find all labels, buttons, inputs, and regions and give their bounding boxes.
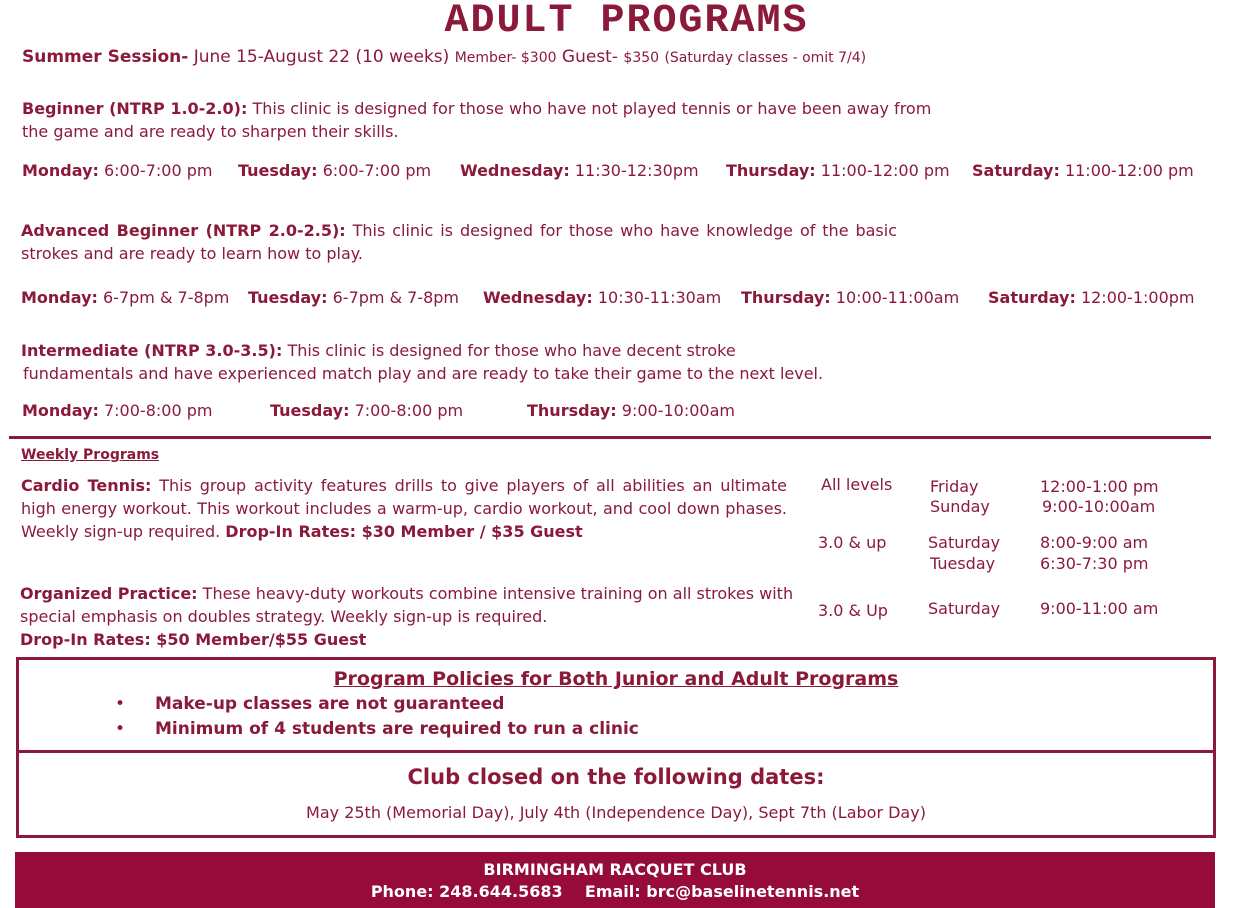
policies-title: Program Policies for Both Junior and Adult Programs <box>333 668 899 690</box>
cardio-rates: Drop-In Rates: $30 Member / $35 Guest <box>225 522 583 541</box>
beginner-day: Thursday: <box>726 161 816 180</box>
weekly-programs-heading: Weekly Programs <box>21 447 160 463</box>
practice-rates: Drop-In Rates: $50 Member/$55 Guest <box>20 630 367 649</box>
advanced-beginner-heading: Advanced Beginner (NTRP 2.0-2.5): <box>21 221 346 240</box>
policy-item: Make-up classes are not guaranteed <box>155 694 505 714</box>
practice-time: 9:00-11:00 am <box>1040 599 1159 618</box>
practice-day: Saturday <box>928 599 1001 618</box>
cardio-day-saturday: Saturday <box>928 533 1001 552</box>
intermediate-desc-line2: fundamentals and have experienced match play and are ready to take their game to the next level. <box>23 364 824 383</box>
session-dates: June 15-August 22 <box>193 47 351 67</box>
advanced-beginner-day: Tuesday: <box>248 288 328 307</box>
policy-item: Minimum of 4 students are required to run a clinic <box>155 719 639 739</box>
closed-dates: May 25th (Memorial Day), July 4th (Independence Day), Sept 7th (Labor Day) <box>306 803 926 822</box>
intermediate-heading: Intermediate (NTRP 3.0-3.5): <box>21 341 283 360</box>
footer-banner <box>15 852 1215 908</box>
cardio-time-tuesday: 6:30-7:30 pm <box>1040 554 1149 573</box>
session-label: Summer Session- <box>22 47 189 67</box>
intermediate-time: 7:00-8:00 pm <box>103 401 213 420</box>
beginner-heading: Beginner (NTRP 1.0-2.0): <box>22 99 248 118</box>
advanced-beginner-time: 12:00-1:00pm <box>1080 288 1195 307</box>
cardio-section <box>21 474 787 543</box>
advanced-beginner-time: 10:00-11:00am <box>835 288 960 307</box>
closed-title: Club closed on the following dates: <box>407 765 825 789</box>
advanced-beginner-day: Wednesday: <box>483 288 593 307</box>
intermediate-desc-line1: This clinic is designed for those who have decent stroke <box>287 341 736 360</box>
cardio-desc: This group activity features drills to give players of all abilities an ultimate high energy workout. This workout includes a warm-up, cardio workout, and cool down phases. Weekly sign-up required. <box>21 476 788 541</box>
cardio-day-friday: Friday <box>930 477 979 496</box>
practice-desc: These heavy-duty workouts combine intensive training on all strokes with special emphasis on doubles strategy. Weekly sign-up is required. <box>20 584 794 626</box>
beginner-time: 11:00-12:00 pm <box>1064 161 1194 180</box>
section-divider <box>9 436 1211 439</box>
bullet-icon: • <box>115 694 126 714</box>
cardio-day-tuesday: Tuesday <box>930 554 996 573</box>
beginner-day: Wednesday: <box>460 161 570 180</box>
intermediate-time: 9:00-10:00am <box>621 401 735 420</box>
intermediate-day: Thursday: <box>527 401 617 420</box>
session-weeks: (10 weeks) <box>355 47 450 67</box>
club-name: BIRMINGHAM RACQUET CLUB <box>483 860 747 879</box>
beginner-desc: This clinic is designed for those who have not played tennis or have been away from the game and are ready to sharpen their skills. <box>22 99 932 141</box>
session-line <box>22 47 866 67</box>
advanced-beginner-time: 6-7pm & 7-8pm <box>332 288 460 307</box>
intermediate-day: Tuesday: <box>270 401 350 420</box>
cardio-time-saturday: 8:00-9:00 am <box>1040 533 1149 552</box>
intermediate-day: Monday: <box>22 401 99 420</box>
email-address: brc@baselinetennis.net <box>646 882 860 901</box>
page-title: ADULT PROGRAMS <box>444 0 809 44</box>
contact-line <box>15 882 1215 901</box>
session-guest-label: Guest- <box>561 47 618 67</box>
cardio-level-30: 3.0 & up <box>818 533 887 552</box>
beginner-time: 6:00-7:00 pm <box>322 161 432 180</box>
policies-box <box>16 657 1216 753</box>
bullet-icon: • <box>115 719 126 739</box>
intermediate-time: 7:00-8:00 pm <box>354 401 464 420</box>
advanced-beginner-day: Monday: <box>21 288 98 307</box>
advanced-beginner-day: Thursday: <box>741 288 831 307</box>
closed-dates-box <box>16 750 1216 838</box>
beginner-time: 6:00-7:00 pm <box>103 161 213 180</box>
session-member-price: Member- $300 <box>454 50 557 66</box>
session-note: (Saturday classes - omit 7/4) <box>664 50 867 66</box>
practice-section <box>20 582 800 651</box>
beginner-section <box>22 97 952 143</box>
advanced-beginner-time: 10:30-11:30am <box>597 288 722 307</box>
intermediate-line1 <box>21 341 736 360</box>
practice-heading: Organized Practice: <box>20 584 198 603</box>
advanced-beginner-time: 6-7pm & 7-8pm <box>102 288 230 307</box>
advanced-beginner-desc: This clinic is designed for those who have knowledge of the basic strokes and are ready to learn how to play. <box>21 221 898 263</box>
beginner-time: 11:00-12:00 pm <box>820 161 950 180</box>
cardio-time-friday: 12:00-1:00 pm <box>1040 477 1159 496</box>
cardio-day-sunday: Sunday <box>930 497 990 516</box>
beginner-day: Saturday: <box>972 161 1060 180</box>
email-label: Email: <box>584 882 641 901</box>
beginner-day: Tuesday: <box>238 161 318 180</box>
phone-number: 248.644.5683 <box>439 882 563 901</box>
beginner-time: 11:30-12:30pm <box>574 161 699 180</box>
phone-label: Phone: <box>370 882 434 901</box>
advanced-beginner-section <box>21 219 897 265</box>
cardio-heading: Cardio Tennis: <box>21 476 152 495</box>
session-guest-price: $350 <box>623 50 660 66</box>
cardio-time-sunday: 9:00-10:00am <box>1042 497 1156 516</box>
cardio-level-all: All levels <box>821 475 893 494</box>
beginner-day: Monday: <box>22 161 99 180</box>
practice-level: 3.0 & Up <box>818 601 888 620</box>
advanced-beginner-day: Saturday: <box>988 288 1076 307</box>
